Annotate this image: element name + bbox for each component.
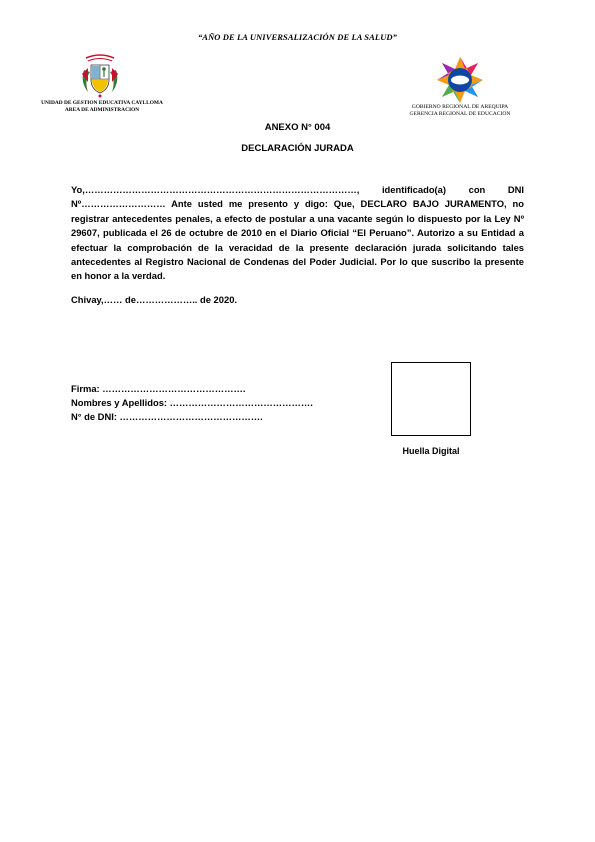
left-organization [36, 100, 168, 114]
peru-coat-of-arms-icon [78, 52, 122, 98]
right-organization [398, 104, 522, 118]
dni-field[interactable]: N° de DNI: ………………………………………. [71, 411, 263, 422]
header-motto: “AÑO DE LA UNIVERSALIZACIÓN DE LA SALUD” [197, 32, 398, 42]
place-date-line: Chivay,…… de……………….. de 2020. [71, 294, 238, 305]
arequipa-logo-icon [435, 55, 485, 105]
document-title: DECLARACIÓN JURADA [241, 143, 354, 154]
left-org-area: AREA DE ADMINISTRACION [64, 107, 140, 113]
signature-block [71, 382, 313, 424]
right-org-name: GOBIERNO REGIONAL DE AREQUIPA [411, 104, 509, 110]
right-org-department: GERENCIA REGIONAL DE EDUCACION [409, 111, 511, 117]
annex-number: ANEXO N° 004 [264, 122, 331, 133]
declaration-body: Yo,……………………………………………………………………………, identificado(a) con DNI Nº……………………… Ante usted me presento y digo: Que, DECLARO BAJO JURAMENTO, no registrar antecedentes penales, a efecto de postular a una vacante según lo dispuesto por la Ley Nº 29607, publicada el 26 de octubre de 2010 en el Diario Oficial “El Peruano”. Autorizo a su Entidad a efectuar la comprobación de la veracidad de la presente declaración jurada solicitando tales antecedentes al Registro Nacional de Condenas del Poder Judicial. Por lo que suscribo la presente en honor a la verdad. [71, 184, 524, 282]
left-org-name: UNIDAD DE GESTION EDUCATIVA CAYLLOMA [41, 100, 163, 106]
signature-field[interactable]: Firma: ………………………………………. [71, 383, 246, 394]
fingerprint-box [391, 362, 471, 436]
full-name-field[interactable]: Nombres y Apellidos: ………………………………………. [71, 397, 313, 408]
fingerprint-label: Huella Digital [402, 446, 460, 456]
